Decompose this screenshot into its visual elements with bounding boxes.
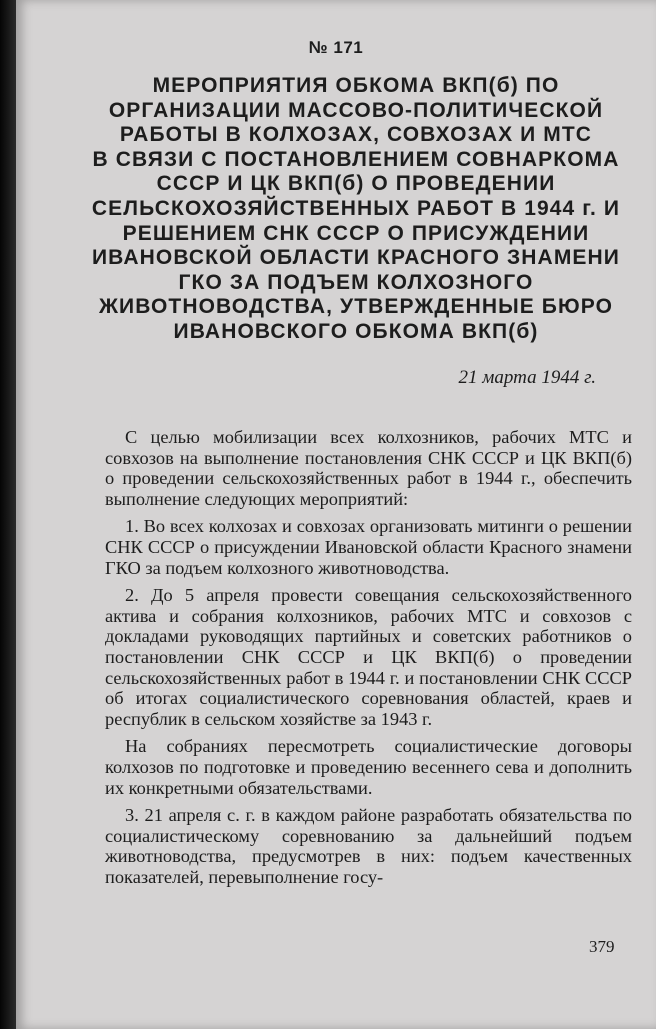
body-paragraph: 3. 21 апреля с. г. в каждом районе разработать обязательства по социалистическому соревнованию за дальнейший подъем животноводства, предусмотрев в них: подъем качественных показателей, перевыполнение госу- <box>105 805 632 887</box>
document-title <box>56 74 656 345</box>
title-line: ИВАНОВСКОЙ ОБЛАСТИ КРАСНОГО ЗНАМЕНИ <box>91 246 620 270</box>
title-line: СССР И ЦК ВКП(б) О ПРОВЕДЕНИИ <box>156 172 556 196</box>
document-number: № 171 <box>308 38 364 57</box>
book-page <box>16 0 656 1029</box>
body-paragraph: С целью мобилизации всех колхозников, рабочих МТС и совхозов на выполнение постановления СНК СССР и ЦК ВКП(б) о проведении сельскохозяйственных работ в 1944 г., обеспечить выполнение следующих мероприятий: <box>105 427 632 509</box>
title-line: ИВАНОВСКОГО ОБКОМА ВКП(б) <box>173 319 539 343</box>
page-number: 379 <box>589 937 615 956</box>
title-line: ОРГАНИЗАЦИИ МАССОВО-ПОЛИТИЧЕСКОЙ <box>108 98 604 122</box>
title-line: ГКО ЗА ПОДЪЕМ КОЛХОЗНОГО <box>178 270 534 294</box>
body-paragraph: 2. До 5 апреля провести совещания сельскохозяйственного актива и собрания колхозников, рабочих МТС и совхозов с докладами руководящих партийных и советских работников о постановлении СНК СССР и ЦК ВКП(б) о проведении сельскохозяйственных работ в 1944 г. и постановлении СНК СССР об итогах социалистического соревнования областей, краев и республик в сельском хозяйстве за 1943 г. <box>105 585 632 729</box>
body-paragraph: 1. Во всех колхозах и совхозах организовать митинги о решении СНК СССР о присуждении Ивановской области Красного знамени ГКО за подъем колхозного животноводства. <box>105 516 632 578</box>
document-body <box>105 427 632 894</box>
document-date: 21 марта 1944 г. <box>458 367 596 388</box>
title-line: РЕШЕНИЕМ СНК СССР О ПРИСУЖДЕНИИ <box>122 221 590 245</box>
title-line: В СВЯЗИ С ПОСТАНОВЛЕНИЕМ СОВНАРКОМА <box>92 147 620 171</box>
title-line: МЕРОПРИЯТИЯ ОБКОМА ВКП(б) ПО <box>152 74 560 97</box>
title-line: РАБОТЫ В КОЛХОЗАХ, СОВХОЗАХ И МТС <box>119 123 593 147</box>
body-paragraph: На собраниях пересмотреть социалистические договоры колхозов по подготовке и проведению весеннего сева и дополнить их конкретными обязательствами. <box>105 736 632 798</box>
book-spine <box>0 0 16 1029</box>
title-line: ЖИВОТНОВОДСТВА, УТВЕРЖДЕННЫЕ БЮРО <box>98 295 614 319</box>
title-line: СЕЛЬСКОХОЗЯЙСТВЕННЫХ РАБОТ В 1944 г. И <box>91 196 621 220</box>
